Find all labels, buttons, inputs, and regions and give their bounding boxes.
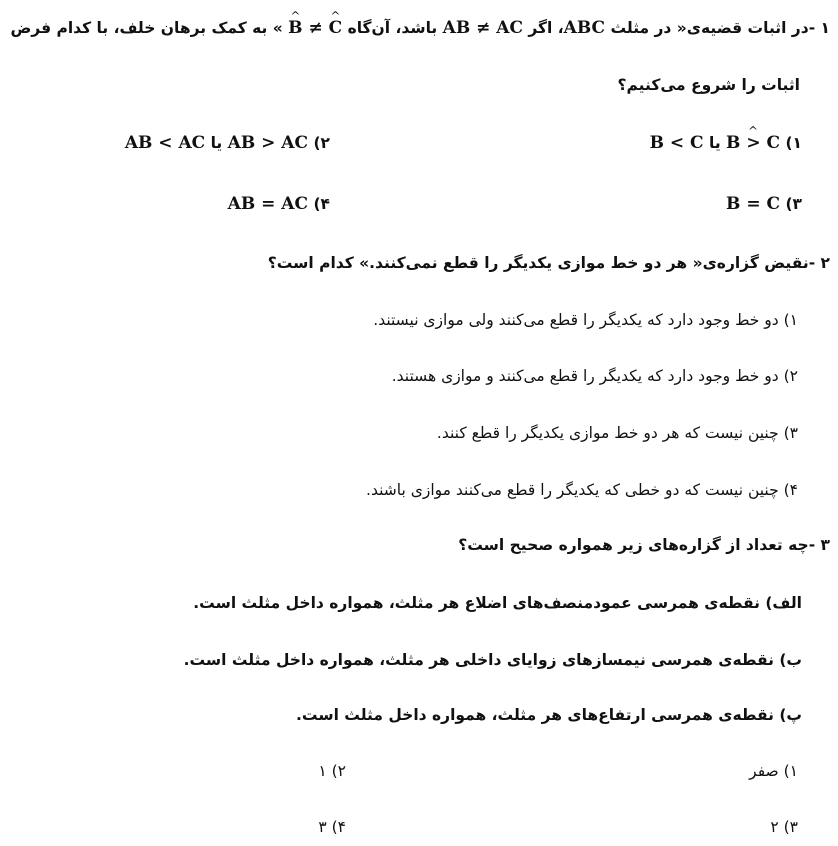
q1-option-4 (228, 194, 330, 214)
neq-sign: ≠ (308, 18, 323, 38)
q3-option-1: ۱) صفر (749, 762, 798, 780)
q1-ab-neq-ac: AB ≠ AC (442, 18, 523, 38)
q1-line1 (10, 18, 830, 38)
q2-option-4: ۴) چنین نیست که دو خطی که یکدیگر را قطع می‌کنند موازی باشند. (366, 481, 798, 499)
q1-abc: ABC (563, 18, 606, 38)
q1-line2-text: اثبات را شروع می‌کنیم؟ (617, 76, 800, 94)
c-hat: ^ C (329, 18, 343, 38)
q1-b-neq-c (288, 18, 342, 38)
q2-text: نقیض گزاره‌ی« هر دو خط موازی یکدیگر را قطع نمی‌کنند.» کدام است؟ (267, 254, 809, 272)
q1-o1-right: B < C (649, 133, 704, 153)
q1-text-c: باشد، آن‌گاه (342, 19, 443, 37)
q3-statement-p: پ) نقطه‌ی همرسی ارتفاع‌های هر مثلث، همواره داخل مثلث است. (296, 706, 802, 724)
q1-text-b: ، اگر (523, 19, 564, 37)
q1-o2-b: AB < AC (124, 133, 206, 153)
q3-text: چه تعداد از گزاره‌های زیر همواره صحیح است؟ (458, 536, 809, 554)
q2-option-1: ۱) دو خط وجود دارد که یکدیگر را قطع می‌کنند ولی موازی نیستند. (373, 311, 798, 329)
q1-option-2 (125, 133, 330, 153)
q3-number: ۳ - (808, 536, 830, 554)
q1-o2-or: یا (210, 134, 223, 152)
q2-number: ۲ - (808, 254, 830, 272)
q2-option-3: ۳) چنین نیست که هر دو خط موازی یکدیگر را قطع کنند. (436, 424, 798, 442)
q2-stem (268, 254, 830, 272)
q1-text-a: در اثبات قضیه‌ی« در مثلث (605, 19, 809, 37)
q1-o4-num: ۴) (313, 195, 330, 213)
q1-option-3 (726, 194, 802, 214)
q1-o2-num: ۲) (313, 134, 330, 152)
q1-o2-a: AB > AC (227, 133, 309, 153)
q1-o4-value: AB = AC (227, 194, 309, 214)
q3-stem (458, 536, 830, 554)
q1-text-d: » به کمک برهان خلف، با کدام فرض (10, 19, 289, 37)
q1-o1-or: یا (709, 134, 721, 152)
q2-option-2: ۲) دو خط وجود دارد که یکدیگر را قطع می‌کنند و موازی هستند. (391, 367, 798, 385)
q1-option-1 (650, 133, 802, 153)
q3-statement-b: ب) نقطه‌ی همرسی نیمسازهای زوایای داخلی هر مثلث، همواره داخل مثلث است. (183, 651, 802, 669)
q3-statement-a: الف) نقطه‌ی همرسی عمودمنصف‌های اضلاع هر مثلث، همواره داخل مثلث است. (193, 594, 802, 612)
q1-o1-left-text: ^ B > C (726, 133, 780, 153)
q1-o1-num: ۱) (785, 134, 802, 152)
q1-o1-left (726, 133, 780, 153)
q1-number: ۱ - (808, 19, 830, 37)
q1-o3-value: B = C (726, 194, 781, 214)
q3-option-4: ۴) ۳ (318, 818, 346, 836)
q1-line2 (618, 76, 800, 94)
q3-option-2: ۲) ۱ (318, 762, 346, 780)
b-hat: ^ B (288, 18, 302, 38)
q1-o3-num: ۳) (785, 195, 802, 213)
q3-option-3: ۳) ۲ (770, 818, 798, 836)
